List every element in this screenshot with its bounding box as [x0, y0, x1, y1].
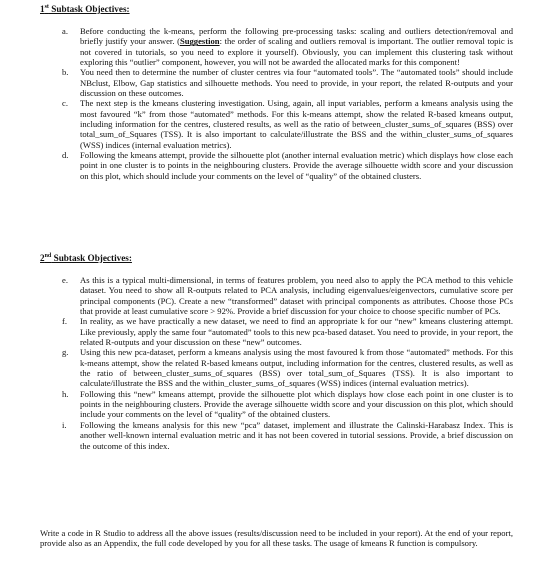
list-item-d [0, 150, 555, 181]
item-h-text: Following this “new” kmeans attempt, provide the silhouette plot which displays how close each point in one cluster is to points in the neighbouring clusters. Provide the average silhouette width score and your discussion on this plot, which should include your comments on the level of “quality” of the obtained clusters. [80, 388, 513, 420]
item-marker: e. [62, 275, 68, 285]
subtask-1-title: Subtask Objectives: [48, 4, 130, 15]
item-marker: f. [62, 316, 68, 327]
subtask-2-ordinal: nd [44, 253, 52, 259]
list-item-i [0, 420, 555, 451]
item-marker: c. [62, 98, 68, 109]
list-item-h [0, 389, 555, 420]
list-item-c [0, 98, 555, 150]
subtask-2-number: 2 [40, 253, 45, 264]
list-item-a [0, 26, 555, 67]
item-a-text-start: Before conducting the k-means, perform the following pre-processing tasks: scaling and outliers detection/removal and briefly justify your answer. ( [80, 26, 513, 47]
item-f-text: In reality, as we have practically a new dataset, we need to find an appropriate k for our “new” kmeans clustering attempt. Like previously, apply the same four “automated” tools to this new pca-based dataset. You need to provide, in your report, the related R-outputs and your discussion on these “new” outcomes. [80, 316, 513, 348]
item-marker: b. [62, 67, 69, 78]
item-marker: a. [62, 26, 68, 36]
item-b-text: You need then to determine the number of cluster centres via four “automated tools”. The “automated tools” should include NBclust, Elbow, Gap statistics and silhouette methods. You need to provide, in your report, the related R-outputs and your discussion on these outcomes. [80, 67, 513, 99]
list-item-b [0, 67, 555, 98]
suggestion-label: Suggestion [179, 36, 220, 47]
item-i-text: Following the kmeans analysis for this new “pca” dataset, implement and illustrate the Calinski-Harabasz Index. This is another well-known internal evaluation metric and it has not been covered in tutorial sessions. Provide, a brief discussion on the outcome of this index. [80, 419, 513, 451]
subtask-1-list [0, 26, 555, 181]
item-marker: d. [62, 150, 69, 161]
item-e-text: As this is a typical multi-dimensional, in terms of features problem, you need also to apply the PCA method to this vehicle dataset. You need to show all R-outputs related to PCA analysis, including eigenvalues/eigenvectors, cumulative score per principal components (PC). Create a new “transformed” dataset with principal components as attributes. Choose those PCs that provide at least cumulative score > 92%. Provide a brief discussion for your choice to choose specific number of PCs. [80, 275, 513, 317]
item-marker: g. [62, 347, 69, 358]
item-marker: i. [62, 419, 67, 430]
item-marker: h. [62, 388, 69, 399]
subtask-2-heading [40, 251, 132, 263]
subtask-1-ordinal: st [44, 4, 49, 10]
list-item-g [0, 347, 555, 388]
closing-paragraph: Write a code in R Studio to address all the above issues (results/discussion need to be included in your report). At the end of your report, provide also as an Appendix, the full code developed by you for all these tasks. The usage of kmeans R function is compulsory. [40, 528, 513, 549]
item-g-text: Using this new pca-dataset, perform a kmeans analysis using the most favoured k from those “automated” methods. For this k-means attempt, show the related R-based kmeans output, including information for the centres, clustered results, as well as the ratio of between_cluster_sums_of_squares (BSS) over total_sum_of_Squares (TSS). It is also important to calculate/illustrate the BSS and the within_cluster_sums_of_squares (WSS) indices (internal evaluation metrics). [80, 347, 513, 389]
item-a-text-end: : the order of scaling and outliers removal is important. The outlier removal topic is not covered in tutorials, so you need to explore it yourself). Obviously, you can implement this clustering task without exploring this “outlier” component, however, you will not be awarded the allocated marks for this component! [80, 36, 513, 68]
list-item-f [0, 316, 555, 347]
subtask-1-heading [40, 2, 130, 14]
subtask-2-title: Subtask Objectives: [51, 253, 132, 264]
subtask-1-number: 1 [40, 4, 45, 15]
subtask-2-list [0, 275, 555, 451]
item-c-text: The next step is the kmeans clustering investigation. Using, again, all input variables, perform a kmeans analysis using the most favoured “k” from those “automated” methods. For this k-means attempt, show the related R-based kmeans output, including information for the centres, clustered results, as well as the ratio of between_cluster_sums_of_squares (BSS) over total_sum_of_Squares (TSS). It is also important to calculate/illustrate the BSS and the within_cluster_sums_of_squares (WSS) indices (internal evaluation metrics). [80, 98, 513, 150]
item-d-text: Following the kmeans attempt, provide the silhouette plot (another internal evaluation metric) which displays how close each point in one cluster is to points in the neighbouring clusters. Provide the average silhouette width score and your discussion on this plot, which should include your comments on the level of “quality” of the obtained clusters. [80, 150, 513, 181]
list-item-e [0, 275, 555, 316]
